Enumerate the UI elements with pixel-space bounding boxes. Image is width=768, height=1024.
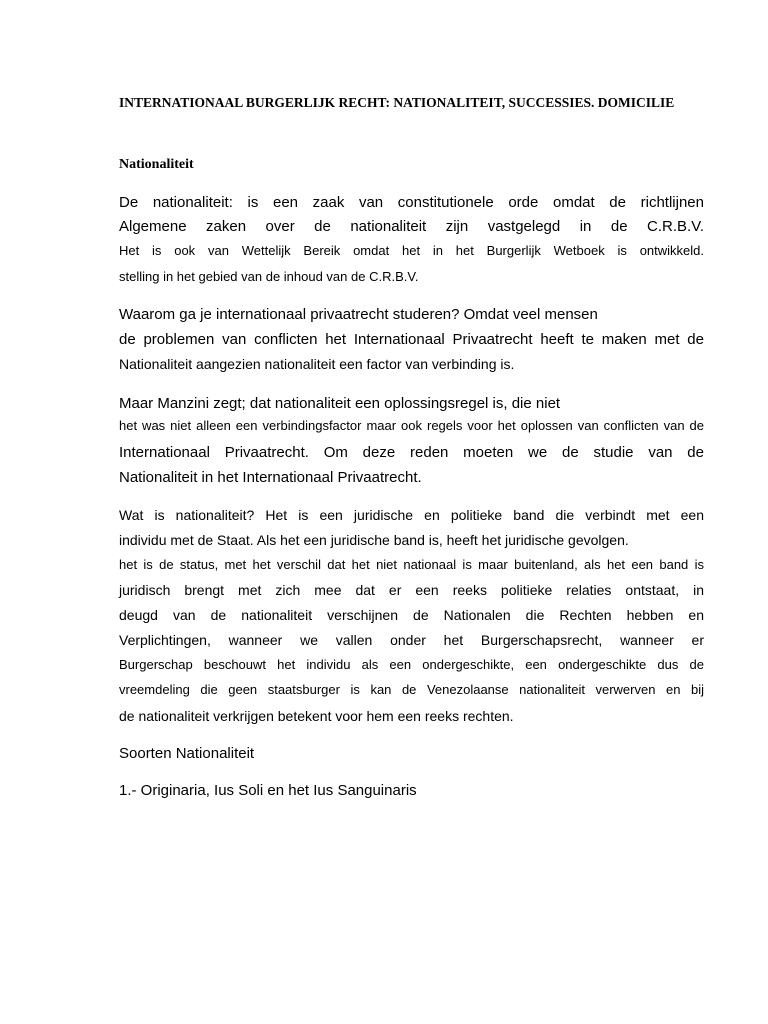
paragraph-line: Nationaliteit in het Internationaal Privaatrecht. (119, 469, 422, 486)
list-item: 1.- Originaria, Ius Soli en het Ius Sanguinaris (119, 782, 417, 799)
paragraph-line: Burgerschap beschouwt het individu als een ondergeschikte, een ondergeschikte dus de (119, 657, 704, 672)
paragraph-line: Algemene zaken over de nationaliteit zijn vastgelegd in de C.R.B.V. (119, 218, 704, 235)
paragraph-line: de problemen van conflicten het Internationaal Privaatrecht heeft te maken met de (119, 331, 704, 348)
paragraph-line: juridisch brengt met zich mee dat er een reeks politieke relaties ontstaat, in (119, 582, 704, 598)
paragraph-line: het is de status, met het verschil dat het niet nationaal is maar buitenland, als het een band is (119, 557, 704, 572)
section-subheading: Soorten Nationaliteit (119, 745, 255, 762)
paragraph-line: Verplichtingen, wanneer we vallen onder het Burgerschapsrecht, wanneer er (119, 632, 704, 648)
paragraph-line: individu met de Staat. Als het een juridische band is, heeft het juridische gevolgen. (119, 532, 629, 548)
paragraph-line: Internationaal Privaatrecht. Om deze reden moeten we de studie van de (119, 444, 704, 461)
paragraph-line: het was niet alleen een verbindingsfactor maar ook regels voor het oplossen van conflicten van de (119, 418, 704, 433)
document-title: INTERNATIONAAL BURGERLIJK RECHT: NATIONALITEIT, SUCCESSIES. DOMICILIE (119, 95, 675, 110)
paragraph-line: Wat is nationaliteit? Het is een juridische en politieke band die verbindt met een (119, 507, 704, 523)
paragraph-line: Nationaliteit aangezien nationaliteit een factor van verbinding is. (119, 356, 515, 372)
paragraph-line: De nationaliteit: is een zaak van constitutionele orde omdat de richtlijnen (119, 194, 704, 211)
paragraph-line: de nationaliteit verkrijgen betekent voor hem een reeks rechten. (119, 708, 514, 724)
paragraph-line: vreemdeling die geen staatsburger is kan de Venezolaanse nationaliteit verwerven en bij (119, 682, 704, 697)
paragraph-line: stelling in het gebied van de inhoud van de C.R.B.V. (119, 269, 419, 284)
paragraph-line: Maar Manzini zegt; dat nationaliteit een oplossingsregel is, die niet (119, 395, 561, 412)
paragraph-line: Het is ook van Wettelijk Bereik omdat het in het Burgerlijk Wetboek is ontwikkeld. (119, 243, 704, 258)
paragraph-line: deugd van de nationaliteit verschijnen de Nationalen die Rechten hebben en (119, 607, 704, 623)
section-heading: Nationaliteit (119, 157, 194, 172)
paragraph-line: Waarom ga je internationaal privaatrecht studeren? Omdat veel mensen (119, 306, 598, 323)
